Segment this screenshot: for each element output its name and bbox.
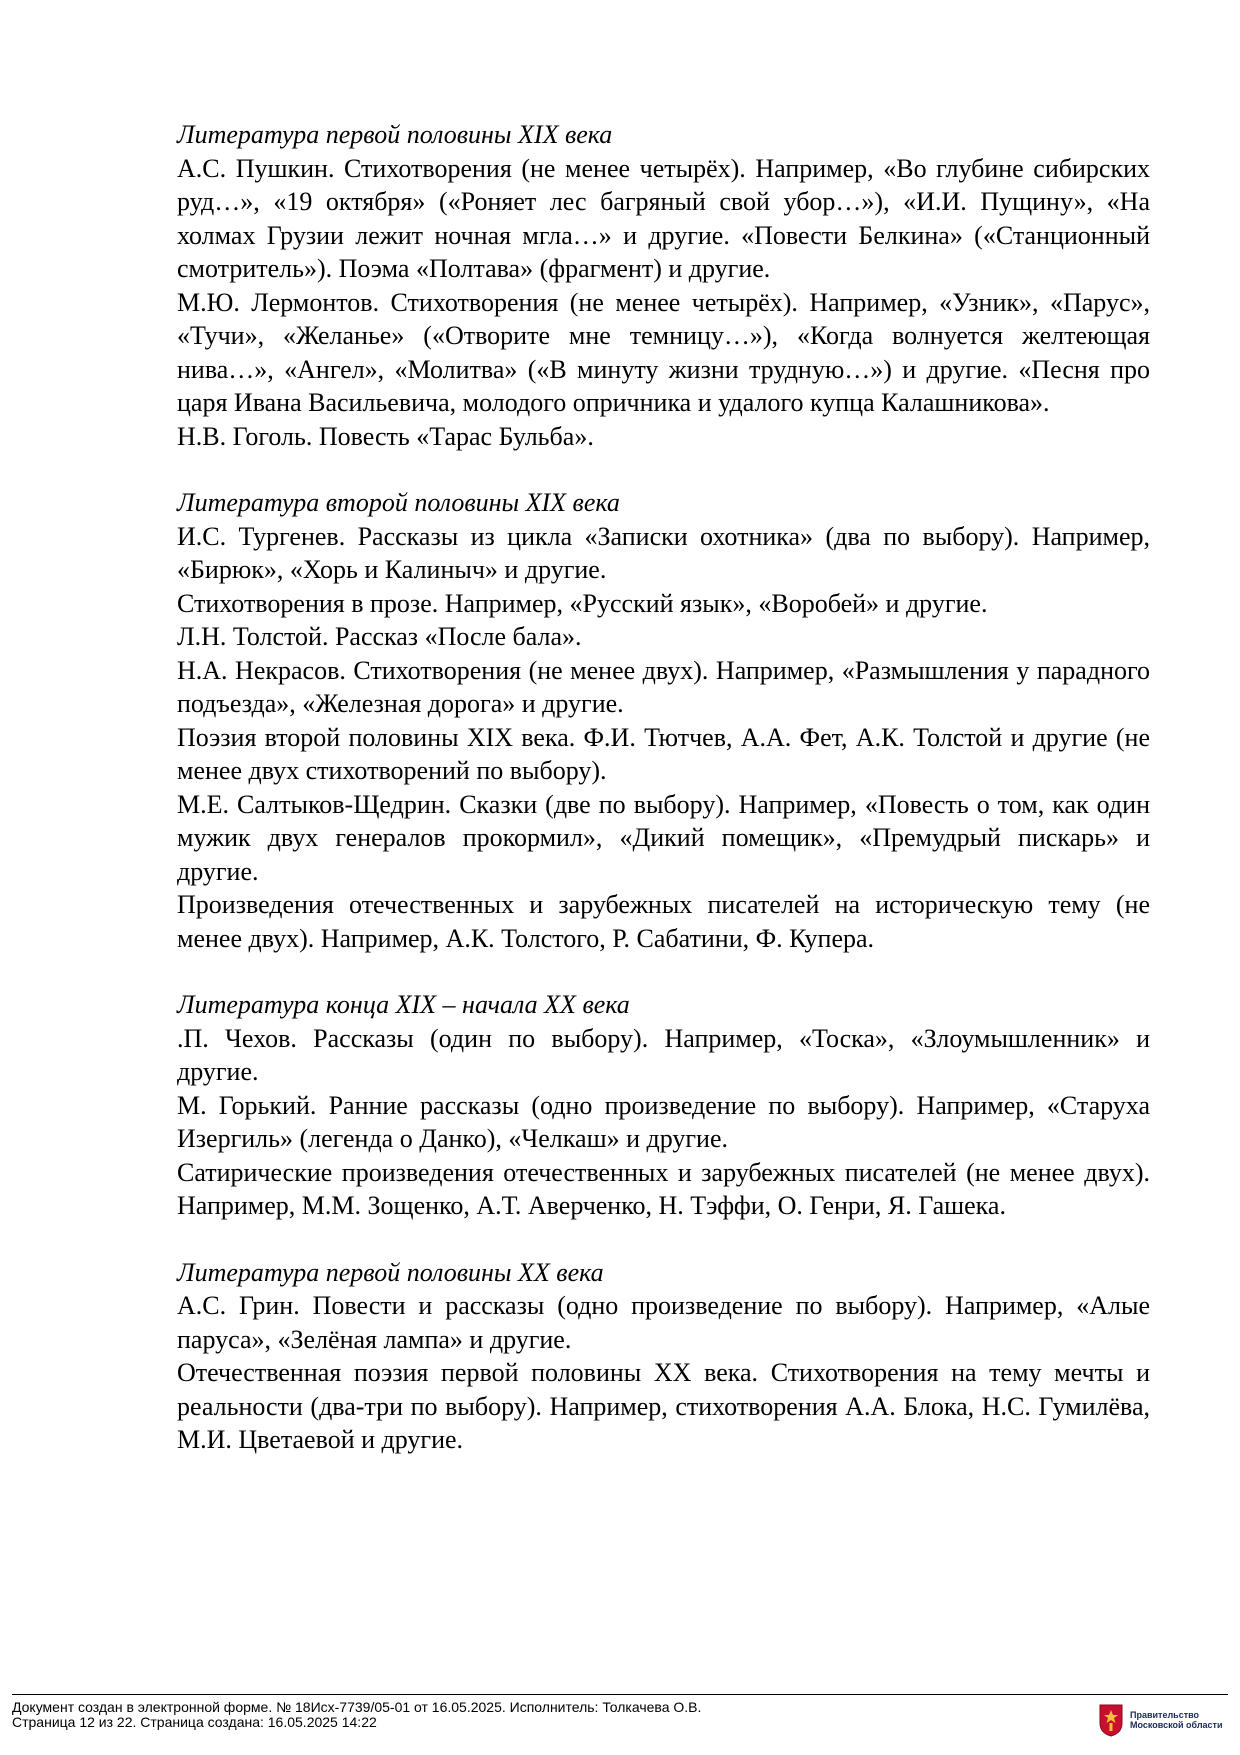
paragraph: Н.В. Гоголь. Повесть «Тарас Бульба». <box>177 421 594 451</box>
logo-text-line: Правительство <box>1130 1710 1200 1720</box>
section <box>177 1256 1150 1457</box>
paragraph: А.С. Пушкин. Стихотворения (не менее четырёх). Например, «Во глубине сибирских руд…», «19 октября» («Роняет лес багряный свой убор…»), «И.И. Пущину», «На холмах Грузии лежит ночная мгла…» и другие. «Повести Белкина» («Станционный смотритель»). Поэма «Полтава» (фрагмент) и другие. <box>177 153 1150 283</box>
paragraph: Поэзия второй половины XIX века. Ф.И. Тютчев, А.А. Фет, А.К. Толстой и другие (не менее двух стихотворений по выбору). <box>177 722 1150 785</box>
section-heading: Литература первой половины XIX века <box>177 120 613 149</box>
section-heading: Литература первой половины XX века <box>177 1257 604 1287</box>
paragraph: М.Е. Салтыков-Щедрин. Сказки (две по выбору). Например, «Повесть о том, как один мужик двух генералов прокормил», «Дикий помещик», «Премудрый пискарь» и другие. <box>177 789 1150 886</box>
coat-of-arms-icon <box>1098 1703 1124 1737</box>
footer-divider <box>12 1694 1228 1695</box>
section <box>177 486 1150 955</box>
paragraph: Произведения отечественных и зарубежных писателей на историческую тему (не менее двух). Например, А.К. Толстого, Р. Сабатини, Ф. Купера. <box>177 890 1150 953</box>
paragraph: Стихотворения в прозе. Например, «Русский язык», «Воробей» и другие. <box>177 588 988 618</box>
paragraph: Л.Н. Толстой. Рассказ «После бала». <box>177 622 582 651</box>
paragraph: .П. Чехов. Рассказы (один по выбору). Например, «Тоска», «Злоумышленник» и другие. <box>177 1023 1150 1086</box>
paragraph: М. Горький. Ранние рассказы (одно произведение по выбору). Например, «Старуха Изергиль» (легенда о Данко), «Челкаш» и другие. <box>177 1090 1150 1153</box>
section <box>177 988 1150 1223</box>
paragraph: Сатирические произведения отечественных и зарубежных писателей (не менее двух). Например, М.М. Зощенко, А.Т. Аверченко, Н. Тэффи, О. Генри, Я. Гашека. <box>177 1157 1150 1220</box>
document-footer <box>12 1700 1072 1730</box>
paragraph: М.Ю. Лермонтов. Стихотворения (не менее четырёх). Например, «Узник», «Парус», «Тучи», «Желанье» («Отворите мне темницу…»), «Когда волнуется желтеющая нива…», «Ангел», «Молитва» («В минуту жизни трудную…») и другие. «Песня про царя Ивана Васильевича, молодого опричника и удалого купца Калашникова». <box>177 287 1150 417</box>
document-body <box>177 118 1150 1490</box>
section <box>177 118 1150 453</box>
footer-document-info: Документ создан в электронной форме. № 18Исх-7739/05-01 от 16.05.2025. Исполнитель: Толкачева О.В. <box>12 1699 702 1715</box>
government-logo <box>1098 1700 1228 1740</box>
paragraph: А.С. Грин. Повести и рассказы (одно произведение по выбору). Например, «Алые паруса», «Зелёная лампа» и другие. <box>177 1291 1150 1354</box>
logo-text-line: Московской области <box>1130 1720 1223 1730</box>
section-heading: Литература второй половины XIX века <box>177 488 620 517</box>
paragraph: И.С. Тургенев. Рассказы из цикла «Записки охотника» (два по выбору). Например, «Бирюк», «Хорь и Калиныч» и другие. <box>177 521 1150 584</box>
section-heading: Литература конца XIX – начала XX века <box>177 990 630 1019</box>
footer-page-info: Страница 12 из 22. Страница создана: 16.05.2025 14:22 <box>12 1714 377 1730</box>
paragraph: Н.А. Некрасов. Стихотворения (не менее двух). Например, «Размышления у парадного подъезда», «Железная дорога» и другие. <box>177 655 1150 718</box>
paragraph: Отечественная поэзия первой половины XX века. Стихотворения на тему мечты и реальности (два-три по выбору). Например, стихотворения А.А. Блока, Н.С. Гумилёва, М.И. Цветаевой и другие. <box>177 1358 1150 1454</box>
logo-text <box>1130 1710 1223 1730</box>
